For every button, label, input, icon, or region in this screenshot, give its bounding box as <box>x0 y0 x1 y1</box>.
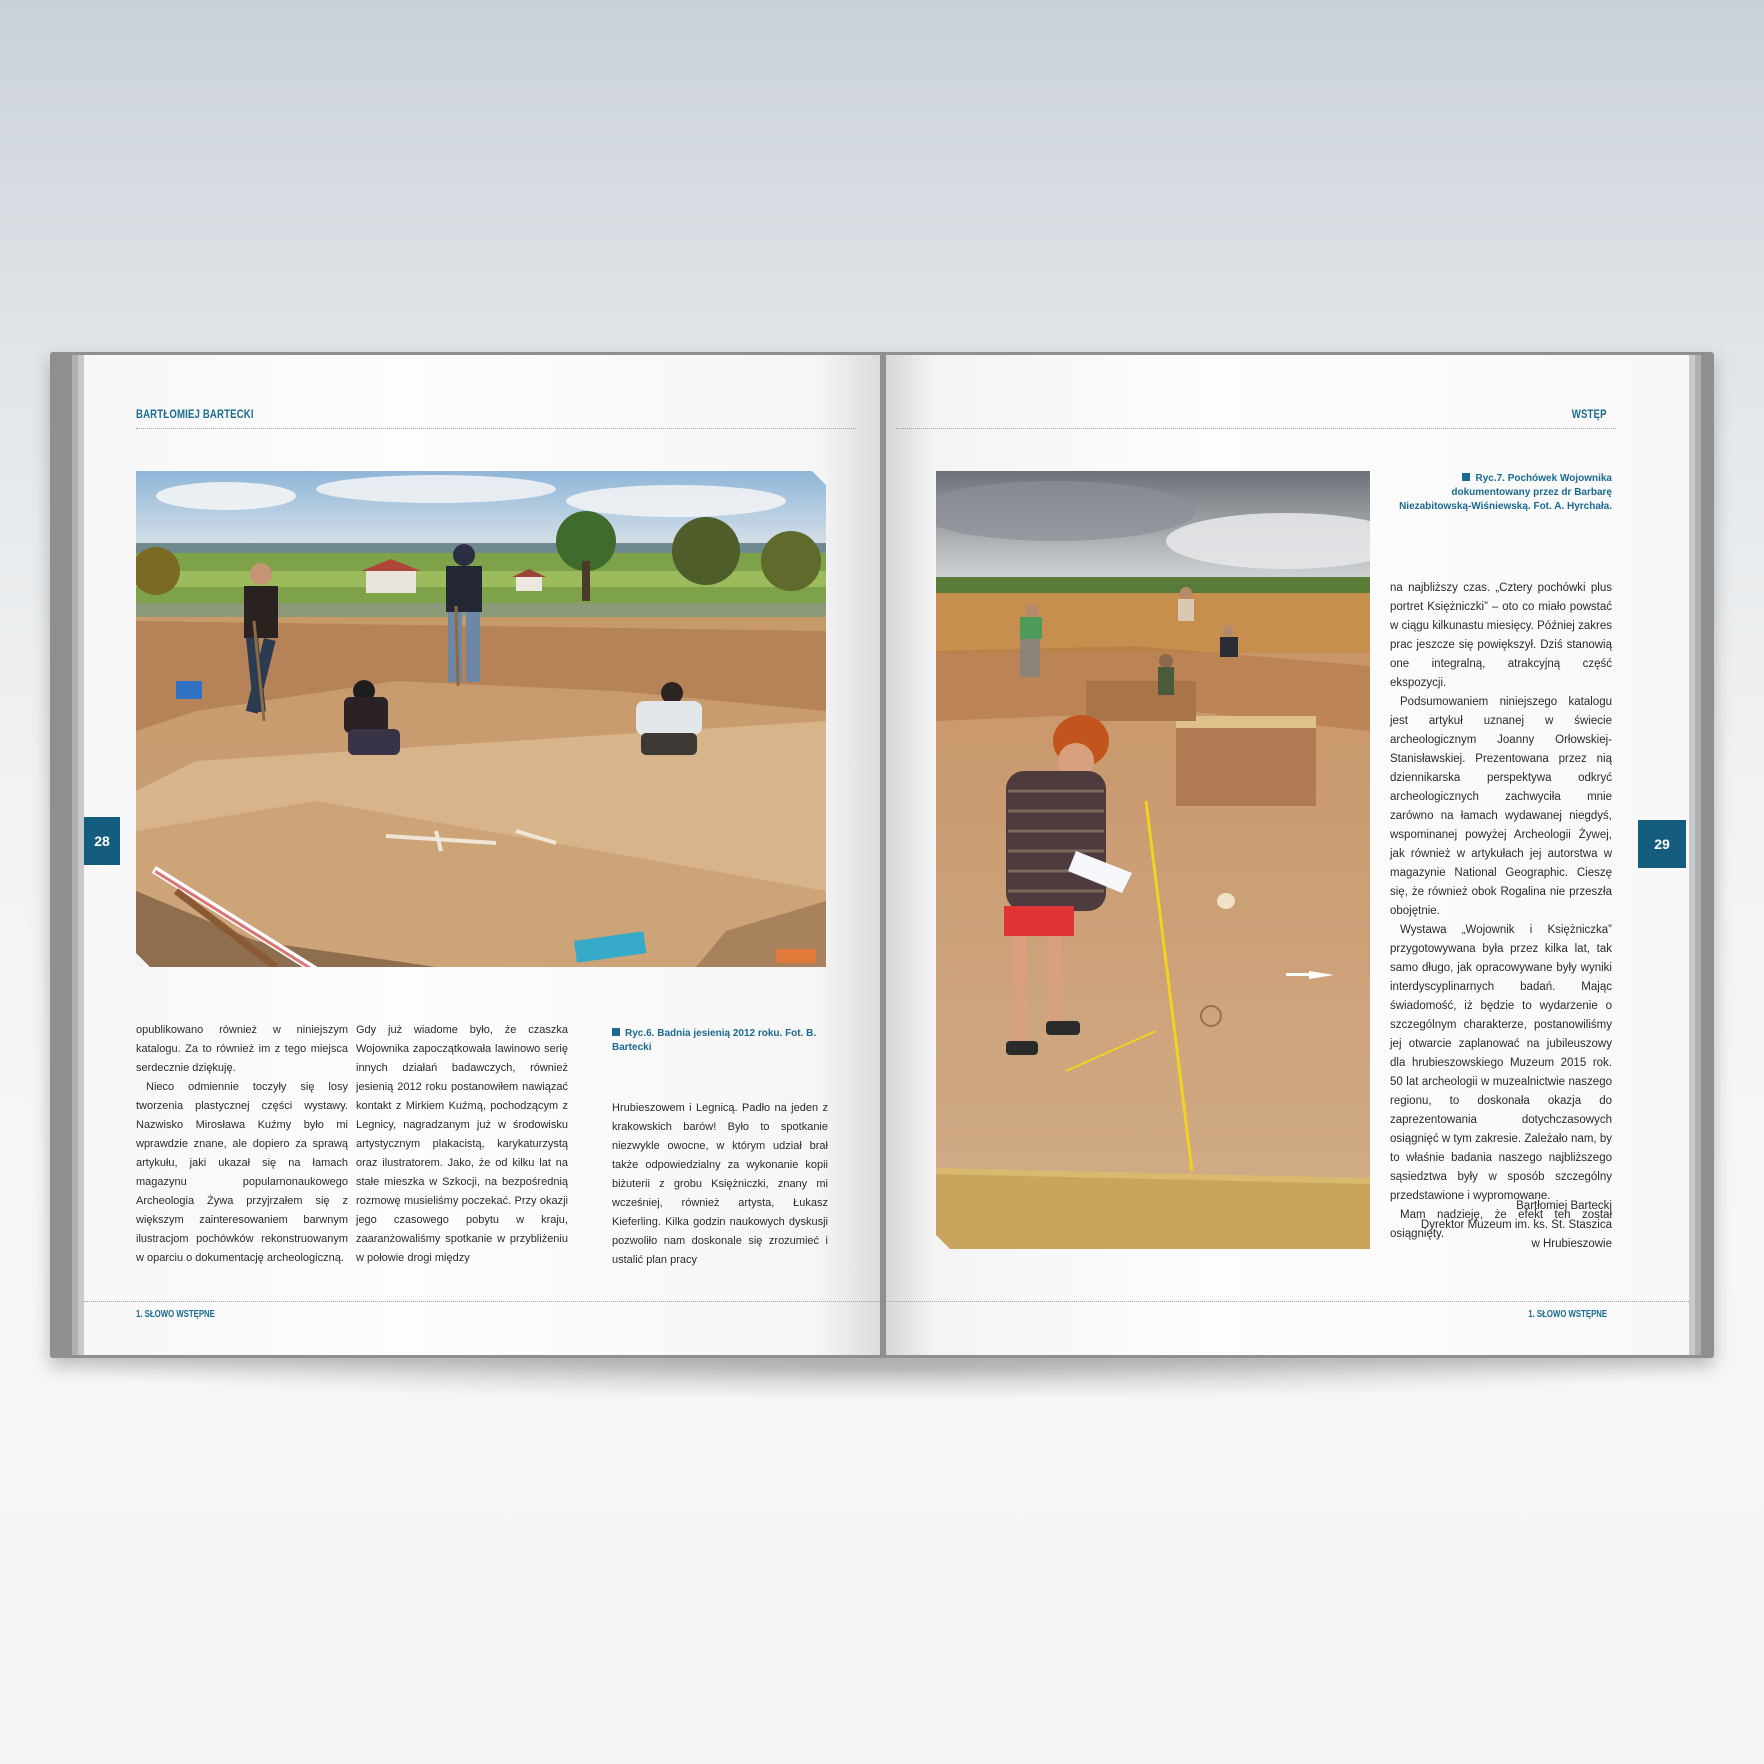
signature-name: Bartłomiej Bartecki <box>1516 1200 1612 1212</box>
excavation-photo-burial <box>936 471 1370 1249</box>
left-page <box>84 355 880 1355</box>
excavation-photo-image <box>136 471 826 967</box>
page-number-right: 29 <box>1638 820 1686 868</box>
excavation-photo-autumn <box>136 471 826 967</box>
paragraph: Nieco odmiennie toczyły się losy tworzenia plastycznej części wystawy. Nazwisko Mirosława Kuźmy było mi wprawdzie znane, ale dopiero za sprawą artykułu, jaki ukazał się na łamach magazynu popularnonaukowego Archeologia Żywa przyjrzałem się z większym zainteresowaniem barwnym ilustracjom pochówków rekonstruowanym w oparciu o dokumentację archeologiczną. <box>136 1081 348 1264</box>
caption-square-icon <box>1462 473 1470 481</box>
figure-caption-6 <box>612 1027 828 1055</box>
caption-square-icon <box>612 1028 620 1036</box>
footer-section-label: 1. SŁOWO WSTĘPNE <box>136 1309 215 1320</box>
paragraph: Wystawa „Wojownik i Księżniczka” przygotowywana była przez kilka lat, tak samo długo, jak opracowywane były wyniki interdyscyplinarnych badań. Mając świadomość, iż będzie to wydarzenie o szczególnym charakterze, postanowiliśmy jej otwarcie zaplanować na jubileuszowy dla hrubieszowskiego Muzeum 2015 rok. 50 lat archeologii w muzealnictwie naszego regionu, to doskonała okazja do zaprezentowania dotychczasowych osiągnięć w tym zakresie. Zależało nam, by to właśnie badania naszego najbliższego sąsiedztwa były w sposób szczególny przedstawione i wypromowane. <box>1390 924 1612 1202</box>
signature-place: w Hrubieszowie <box>1531 1238 1612 1250</box>
figure-caption-7 <box>1390 472 1612 514</box>
text-column-2 <box>356 1021 568 1268</box>
text-column-right <box>1390 579 1612 1244</box>
caption-text: Ryc.7. Pochówek Wojownika dokumentowany przez dr Barbarę Niezabitowską-Wiśniewską. Fot. A. Hyrchała. <box>1399 473 1612 512</box>
signature-block <box>1390 1197 1612 1254</box>
paragraph: Hrubieszowem i Legnicą. Padło na jeden z krakowskich barów! Było to spotkanie niezwykle owocne, w którym udział brał także odpowiedzialny za wykonanie kopii biżuterii z grobu Księżniczki, znany mi wcześniej, również artysta, Łukasz Kieferling. Kilka godzin naukowych dyskusji pozwoliło nam doskonale się zrozumieć i ustalić plan pracy <box>612 1102 828 1266</box>
footer-rule-left <box>84 1301 880 1302</box>
signature-title: Dyrektor Muzeum im. ks. St. Staszica <box>1420 1219 1612 1231</box>
paragraph: Podsumowaniem niniejszego katalogu jest artykuł uznanej w świecie archeologicznym Joanny Orłowskiej-Stanisławskiej. Prezentowana przez nią dziennikarska perspektywa odkryć archeologicznych zachwyciła mnie zarówno na łamach wydawanej niegdyś, wspominanej powyżej Archeologii Żywej, jak również w artykułach jej autorstwa w magazynie National Geographic. Cieszę się, że również obok Rogalina nie przeszła obojętnie. <box>1390 696 1612 917</box>
footer-section-label: 1. SŁOWO WSTĘPNE <box>1528 1309 1607 1320</box>
burial-photo-image <box>936 471 1370 1249</box>
right-page <box>886 355 1689 1355</box>
paragraph: opublikowano również w niniejszym katalogu. Za to również im z tego miejsca serdecznie dziękuję. <box>136 1024 348 1074</box>
header-rule-left <box>136 428 856 429</box>
text-column-1 <box>136 1021 348 1268</box>
running-head-left: BARTŁOMIEJ BARTECKI <box>136 407 254 421</box>
footer-rule-right <box>886 1301 1689 1302</box>
running-head-right: WSTĘP <box>1572 407 1607 421</box>
header-rule-right <box>896 428 1616 429</box>
paragraph: Gdy już wiadome było, że czaszka Wojownika zapoczątkowała lawinowo serię innych działań badawczych, również jesienią 2012 roku postanowiłem nawiązać kontakt z Mirkiem Kuźmą, pochodzącym z Legnicy, nagradzanym już w środowisku artystycznym plakacistą, karykaturzystą oraz ilustratorem. Jako, że od kilku lat na stałe mieszka w Szkocji, na bezpośrednią rozmowę musieliśmy poczekać. Przy okazji jego czasowego pobytu w kraju, zaaranżowaliśmy spotkanie w przybliżeniu w połowie drogi między <box>356 1024 568 1264</box>
page-number-left: 28 <box>84 817 120 865</box>
caption-text: Ryc.6. Badnia jesienią 2012 roku. Fot. B. Bartecki <box>612 1028 817 1053</box>
paragraph: na najbliższy czas. „Cztery pochówki plus portret Księżniczki” – oto co miało powstać w ciągu kilkunastu miesięcy. Później zakres prac jeszcze się powiększył. Dziś stanowią one integralną, atrakcyjną część ekspozycji. <box>1390 582 1612 689</box>
text-column-3 <box>612 1099 828 1270</box>
paragraph: Mam nadzieję, że efekt ten został osiągnięty. <box>1390 1209 1612 1240</box>
